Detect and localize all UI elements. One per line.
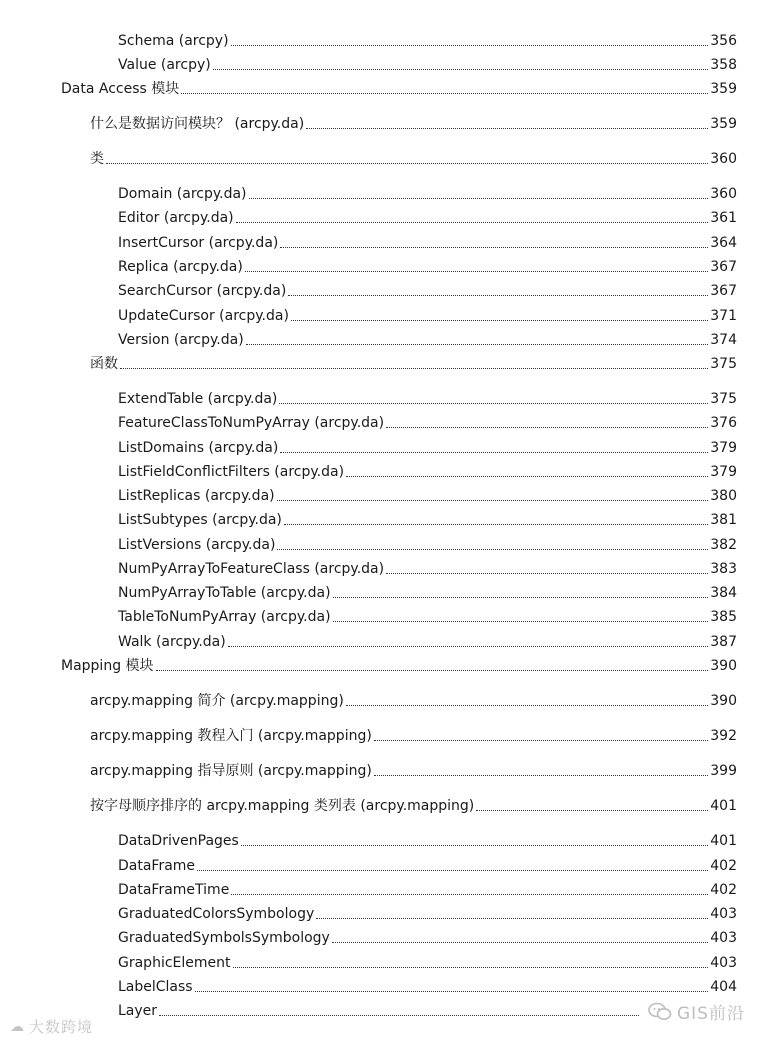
dot-leader (476, 810, 708, 811)
toc-entry[interactable] (118, 32, 737, 50)
dot-leader (306, 128, 708, 129)
toc-entry[interactable] (118, 209, 737, 227)
toc-entry-page: 384 (710, 585, 737, 601)
toc-entry-page: 387 (710, 634, 737, 650)
toc-entry-page: 390 (710, 658, 737, 674)
dot-leader (197, 870, 708, 871)
toc-entry-title: UpdateCursor (arcpy.da) (118, 308, 289, 324)
toc-entry-title: InsertCursor (arcpy.da) (118, 235, 279, 251)
toc-entry-page: 376 (710, 415, 737, 431)
toc-entry-page: 399 (710, 763, 737, 779)
toc-entry[interactable] (118, 536, 737, 554)
toc-entry-title: GraduatedColorsSymbology (118, 906, 315, 922)
toc-entry[interactable] (118, 331, 737, 349)
toc-entry[interactable] (118, 954, 737, 972)
toc-entry-title: arcpy.mapping 教程入门 (arcpy.mapping) (90, 728, 372, 744)
dot-leader (228, 646, 709, 647)
toc-entry[interactable] (118, 905, 737, 923)
toc-entry-page: 367 (710, 259, 737, 275)
toc-entry-page: 374 (710, 332, 737, 348)
watermark-left (10, 1016, 93, 1037)
dot-leader (386, 427, 708, 428)
toc-entry[interactable] (118, 978, 737, 996)
toc-entry-title: Mapping 模块 (61, 658, 154, 674)
toc-entry[interactable] (90, 727, 737, 745)
toc-entry-title: Layer (118, 1003, 158, 1019)
toc-entry-title: NumPyArrayToFeatureClass (arcpy.da) (118, 561, 385, 577)
toc-entry-title: Version (arcpy.da) (118, 332, 244, 348)
toc-entry-page: 358 (710, 57, 737, 73)
toc-entry[interactable] (118, 234, 737, 252)
toc-entry[interactable] (118, 487, 737, 505)
toc-entry-title: Value (arcpy) (118, 57, 211, 73)
toc-entry-page: 382 (710, 537, 737, 553)
toc-entry-page: 359 (710, 81, 737, 97)
toc-entry-page: 375 (710, 391, 737, 407)
toc-entry-page: 392 (710, 728, 737, 744)
toc-entry[interactable] (118, 414, 737, 432)
toc-entry-page: 379 (710, 464, 737, 480)
dot-leader (280, 247, 708, 248)
toc-entry[interactable] (90, 762, 737, 780)
toc-entry-page: 403 (710, 955, 737, 971)
dot-leader (346, 476, 708, 477)
dot-leader (291, 320, 708, 321)
toc-entry-title: 按字母顺序排序的 arcpy.mapping 类列表 (arcpy.mapping) (90, 798, 475, 814)
toc-entry[interactable] (118, 185, 737, 203)
cloud-icon: ☁ (10, 1018, 25, 1035)
dot-leader (246, 344, 709, 345)
toc-entry[interactable] (118, 633, 737, 651)
toc-entry-page: 390 (710, 693, 737, 709)
dot-leader (245, 271, 708, 272)
toc-entry-title: arcpy.mapping 指导原则 (arcpy.mapping) (90, 763, 372, 779)
toc-entry-page: 359 (710, 116, 737, 132)
toc-entry-title: DataFrame (118, 858, 196, 874)
toc-entry-page: 367 (710, 283, 737, 299)
toc-entry-page: 364 (710, 235, 737, 251)
dot-leader (277, 500, 709, 501)
toc-entry-page: 401 (710, 798, 737, 814)
toc-entry-page: 371 (710, 308, 737, 324)
toc-entry[interactable] (118, 56, 737, 74)
toc-entry-page: 403 (710, 906, 737, 922)
toc-entry-title: SearchCursor (arcpy.da) (118, 283, 287, 299)
toc-entry[interactable] (90, 692, 737, 710)
dot-leader (333, 621, 709, 622)
toc-entry[interactable] (90, 150, 737, 168)
dot-leader (374, 740, 708, 741)
dot-leader (233, 967, 709, 968)
toc-entry-title: Domain (arcpy.da) (118, 186, 247, 202)
toc-entry-page: 385 (710, 609, 737, 625)
toc-entry[interactable] (118, 1002, 641, 1020)
toc-entry-title: DataDrivenPages (118, 833, 239, 849)
watermark-right-text: GIS前沿 (677, 1004, 745, 1024)
toc-entry[interactable] (118, 282, 737, 300)
toc-entry[interactable] (118, 560, 737, 578)
toc-entry[interactable] (118, 584, 737, 602)
dot-leader (277, 549, 708, 550)
toc-entry-page: 361 (710, 210, 737, 226)
toc-entry-page: 375 (710, 356, 737, 372)
toc-entry[interactable] (118, 463, 737, 481)
wechat-icon (648, 1002, 672, 1022)
toc-entry-title: TableToNumPyArray (arcpy.da) (118, 609, 331, 625)
dot-leader (159, 1015, 639, 1016)
dot-leader (332, 942, 708, 943)
toc-entry[interactable] (118, 832, 737, 850)
toc-entry[interactable] (118, 439, 737, 457)
dot-leader (213, 69, 709, 70)
toc-entry-title: Schema (arcpy) (118, 33, 229, 49)
toc-entry-title: Replica (arcpy.da) (118, 259, 243, 275)
toc-entry-title: ListDomains (arcpy.da) (118, 440, 279, 456)
toc-entry-page: 381 (710, 512, 737, 528)
toc-entry-title: ExtendTable (arcpy.da) (118, 391, 278, 407)
dot-leader (284, 524, 708, 525)
toc-entry-title: GraphicElement (118, 955, 231, 971)
toc-entry-title: arcpy.mapping 简介 (arcpy.mapping) (90, 693, 344, 709)
toc-entry-title: ListFieldConflictFilters (arcpy.da) (118, 464, 345, 480)
dot-leader (288, 295, 708, 296)
dot-leader (279, 403, 708, 404)
toc-entry[interactable] (118, 390, 737, 408)
toc-entry[interactable] (90, 355, 737, 373)
toc-entry-page: 380 (710, 488, 737, 504)
toc-entry-page: 402 (710, 882, 737, 898)
dot-leader (236, 222, 709, 223)
dot-leader (241, 845, 708, 846)
dot-leader (156, 670, 709, 671)
toc-entry-title: GraduatedSymbolsSymbology (118, 930, 330, 946)
toc-entry-page: 360 (710, 151, 737, 167)
toc-entry[interactable] (118, 511, 737, 529)
toc-entry-title: LabelClass (118, 979, 193, 995)
toc-entry[interactable] (61, 80, 737, 98)
toc-entry-title: DataFrameTime (118, 882, 230, 898)
toc-entry[interactable] (118, 929, 737, 947)
toc-entry-page: 402 (710, 858, 737, 874)
toc-entry-page: 401 (710, 833, 737, 849)
toc-entry[interactable] (118, 857, 737, 875)
dot-leader (231, 45, 709, 46)
dot-leader (106, 163, 708, 164)
toc-entry-title: NumPyArrayToTable (arcpy.da) (118, 585, 331, 601)
toc-entry-title: Data Access 模块 (61, 81, 180, 97)
dot-leader (280, 452, 708, 453)
dot-leader (346, 705, 708, 706)
toc-entry-title: 什么是数据访问模块？ (arcpy.da) (90, 116, 305, 132)
toc-entry-page: 356 (710, 33, 737, 49)
toc-entry-title: 函数 (90, 356, 118, 372)
toc-entry-title: ListVersions (arcpy.da) (118, 537, 276, 553)
dot-leader (316, 918, 708, 919)
watermark-left-text: 大数跨境 (29, 1018, 94, 1036)
toc-entry-title: Editor (arcpy.da) (118, 210, 234, 226)
toc-entry[interactable] (118, 608, 737, 626)
toc-entry-page: 360 (710, 186, 737, 202)
dot-leader (195, 991, 709, 992)
dot-leader (120, 368, 708, 369)
toc-entry[interactable] (90, 115, 737, 133)
toc-entry[interactable] (118, 881, 737, 899)
toc-entry-page: 404 (710, 979, 737, 995)
watermark-right (648, 999, 745, 1024)
toc-entry-page: 383 (710, 561, 737, 577)
dot-leader (374, 775, 708, 776)
toc-entry-page: 379 (710, 440, 737, 456)
dot-leader (181, 93, 708, 94)
dot-leader (386, 573, 708, 574)
toc-entry[interactable] (90, 797, 737, 815)
toc-entry[interactable] (61, 657, 737, 675)
dot-leader (333, 597, 709, 598)
toc-entry-title: ListReplicas (arcpy.da) (118, 488, 275, 504)
toc-entry[interactable] (118, 307, 737, 325)
toc-entry-page: 403 (710, 930, 737, 946)
toc-entry-title: ListSubtypes (arcpy.da) (118, 512, 282, 528)
toc-entry-title: FeatureClassToNumPyArray (arcpy.da) (118, 415, 385, 431)
toc-entry[interactable] (118, 258, 737, 276)
dot-leader (249, 198, 709, 199)
toc-entry-title: 类 (90, 151, 104, 167)
toc-entry-title: Walk (arcpy.da) (118, 634, 226, 650)
dot-leader (231, 894, 708, 895)
